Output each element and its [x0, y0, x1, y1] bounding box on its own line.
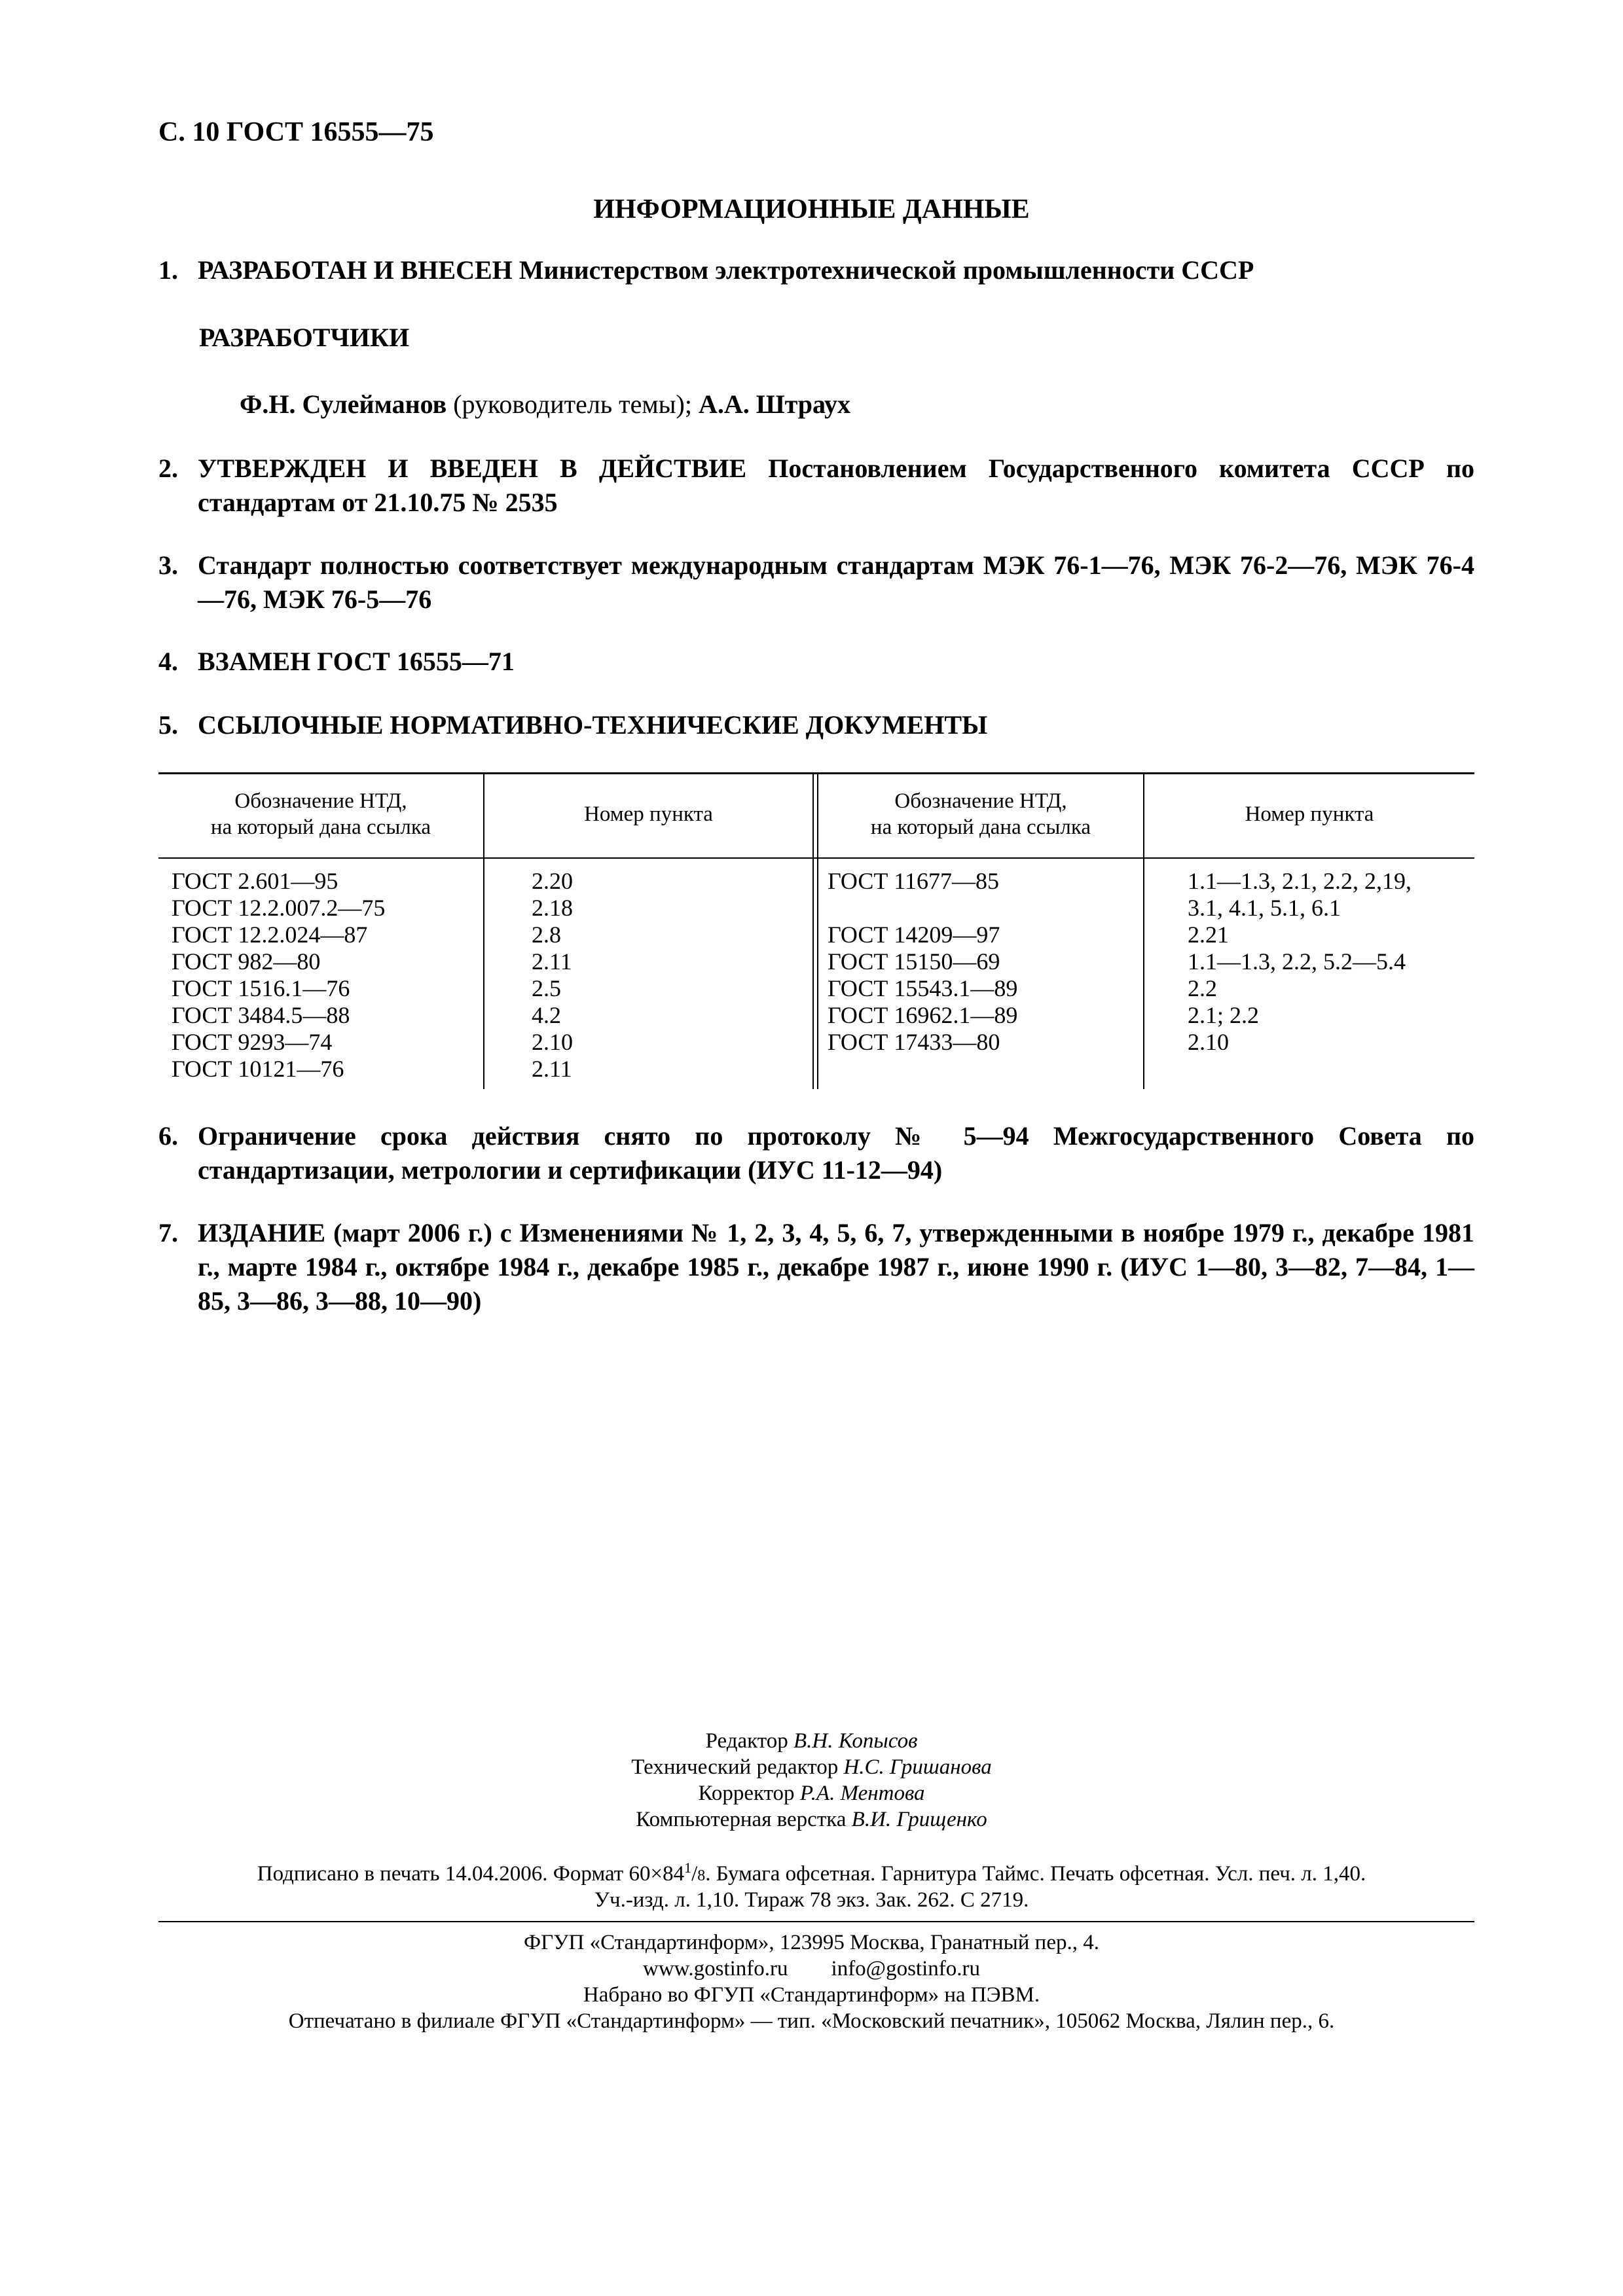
publisher-line-4: Отпечатано в филиале ФГУП «Стандартинформ» — тип. «Московский печатник», 105062 Москва, Лялин пер., 6.: [288, 2009, 1335, 2033]
info-item-7: [158, 1216, 1474, 1318]
format-slash: /: [691, 1862, 698, 1886]
table-header-rule: [158, 857, 1474, 859]
developer-name-2: А.А. Штраух: [698, 389, 851, 419]
publisher-web: www.gostinfo.ru info@gostinfo.ru: [643, 1957, 980, 1981]
table-top-rule: [158, 772, 1474, 774]
info-item-4: [158, 645, 1474, 679]
table-col-divider-double: [812, 772, 814, 1089]
item-text: Ограничение срока действия снято по протоколу № 5—94 Межгосударственного Совета по стандартизации, метрологии и сертификации (ИУС 11-12—94): [198, 1121, 1474, 1185]
table-right-points: 1.1—1.3, 2.1, 2.2, 2,19, 3.1, 4.1, 5.1, 6.1 2.21 1.1—1.3, 2.2, 5.2—5.4 2.2 2.1; 2.2 2.10: [1188, 868, 1412, 1055]
developers-list: [240, 387, 850, 422]
item-text: УТВЕРЖДЕН И ВВЕДЕН В ДЕЙСТВИЕ Постановлением Государственного комитета СССР по стандартам от 21.10.75 № 2535: [198, 454, 1474, 517]
credit-role: Корректор: [698, 1782, 800, 1805]
table-header-point: Номер пункта: [1245, 802, 1374, 826]
info-item-1: [158, 253, 1474, 287]
developers-label: РАЗРАБОТЧИКИ: [199, 323, 410, 352]
info-item-6: [158, 1119, 1474, 1187]
credit-role: Технический редактор: [631, 1755, 844, 1779]
table-left-docs: ГОСТ 2.601—95 ГОСТ 12.2.007.2—75 ГОСТ 12.2.024—87 ГОСТ 982—80 ГОСТ 1516.1—76 ГОСТ 3484.5—88 ГОСТ 9293—74 ГОСТ 10121—76: [172, 868, 386, 1082]
credit-line: [0, 1806, 1623, 1833]
imprint-text: Подписано в печать 14.04.2006. Формат 60×84: [257, 1862, 685, 1886]
table-header-doc: Обозначение НТД, на который дана ссылка: [870, 789, 1091, 839]
item-text: Стандарт полностью соответствует международным стандартам МЭК 76-1—76, МЭК 76-2—76, МЭК 76-4—76, МЭК 76-5—76: [198, 550, 1474, 614]
table-right-docs: ГОСТ 11677—85 ГОСТ 14209—97 ГОСТ 15150—69 ГОСТ 15543.1—89 ГОСТ 16962.1—89 ГОСТ 17433—80: [828, 868, 1018, 1055]
imprint-line-2: Уч.-изд. л. 1,10. Тираж 78 экз. Зак. 262. С 2719.: [594, 1888, 1029, 1912]
publisher-line-1: ФГУП «Стандартинформ», 123995 Москва, Гранатный пер., 4.: [524, 1931, 1099, 1954]
credit-line: [0, 1728, 1623, 1754]
developer-name-1: Ф.Н. Сулейманов: [240, 389, 447, 419]
item-number: 5.: [158, 710, 178, 740]
imprint-rule: [158, 1921, 1474, 1922]
table-header-doc: Обозначение НТД, на который дана ссылка: [210, 789, 431, 839]
imprint-text: . Бумага офсетная. Гарнитура Таймс. Печать офсетная. Усл. печ. л. 1,40.: [705, 1862, 1366, 1886]
item-number: 3.: [158, 550, 178, 580]
item-number: 7.: [158, 1218, 178, 1247]
format-sub: 8: [697, 1867, 706, 1884]
table-header-point: Номер пункта: [584, 802, 713, 826]
credit-name: В.И. Грищенко: [851, 1808, 987, 1831]
item-text: ССЫЛОЧНЫЕ НОРМАТИВНО-ТЕХНИЧЕСКИЕ ДОКУМЕНТЫ: [198, 710, 988, 740]
credit-name: Р.А. Ментова: [799, 1782, 925, 1805]
credit-name: В.Н. Копысов: [793, 1729, 918, 1753]
publisher-line-3: Набрано во ФГУП «Стандартинформ» на ПЭВМ.: [583, 1983, 1040, 2007]
item-number: 1.: [158, 255, 178, 285]
imprint-line-1: [0, 1861, 1623, 1889]
item-text: ВЗАМЕН ГОСТ 16555—71: [198, 647, 515, 676]
credit-role: Редактор: [705, 1729, 793, 1753]
table-left-points: 2.20 2.18 2.8 2.11 2.5 4.2 2.10 2.11: [532, 868, 573, 1082]
item-text: РАЗРАБОТАН И ВНЕСЕН Министерством электротехнической промышленности СССР: [198, 255, 1254, 285]
info-item-5: [158, 708, 1474, 742]
page-header: С. 10 ГОСТ 16555—75: [158, 117, 434, 147]
format-sup: 1: [684, 1859, 692, 1876]
section-title: ИНФОРМАЦИОННЫЕ ДАННЫЕ: [593, 194, 1030, 224]
info-item-3: [158, 548, 1474, 617]
credit-line: [0, 1754, 1623, 1780]
item-number: 6.: [158, 1121, 178, 1151]
info-item-2: [158, 452, 1474, 520]
item-number: 4.: [158, 647, 178, 676]
developer-role-1: (руководитель темы);: [447, 389, 699, 419]
credit-name: Н.С. Гришанова: [843, 1755, 992, 1779]
reference-table: [158, 772, 1474, 1089]
item-text: ИЗДАНИЕ (март 2006 г.) с Изменениями № 1, 2, 3, 4, 5, 6, 7, утвержденными в ноябре 1979 г., декабре 1981 г., марте 1984 г., октябре 1984 г., декабре 1985 г., декабре 1987 г., июне 1990 г. (ИУС 1—80, 3—82, 7—84, 1—85, 3—86, 3—88, 10—90): [198, 1218, 1474, 1316]
credit-line: [0, 1780, 1623, 1806]
credit-role: Компьютерная верстка: [636, 1808, 852, 1831]
item-number: 2.: [158, 454, 178, 483]
